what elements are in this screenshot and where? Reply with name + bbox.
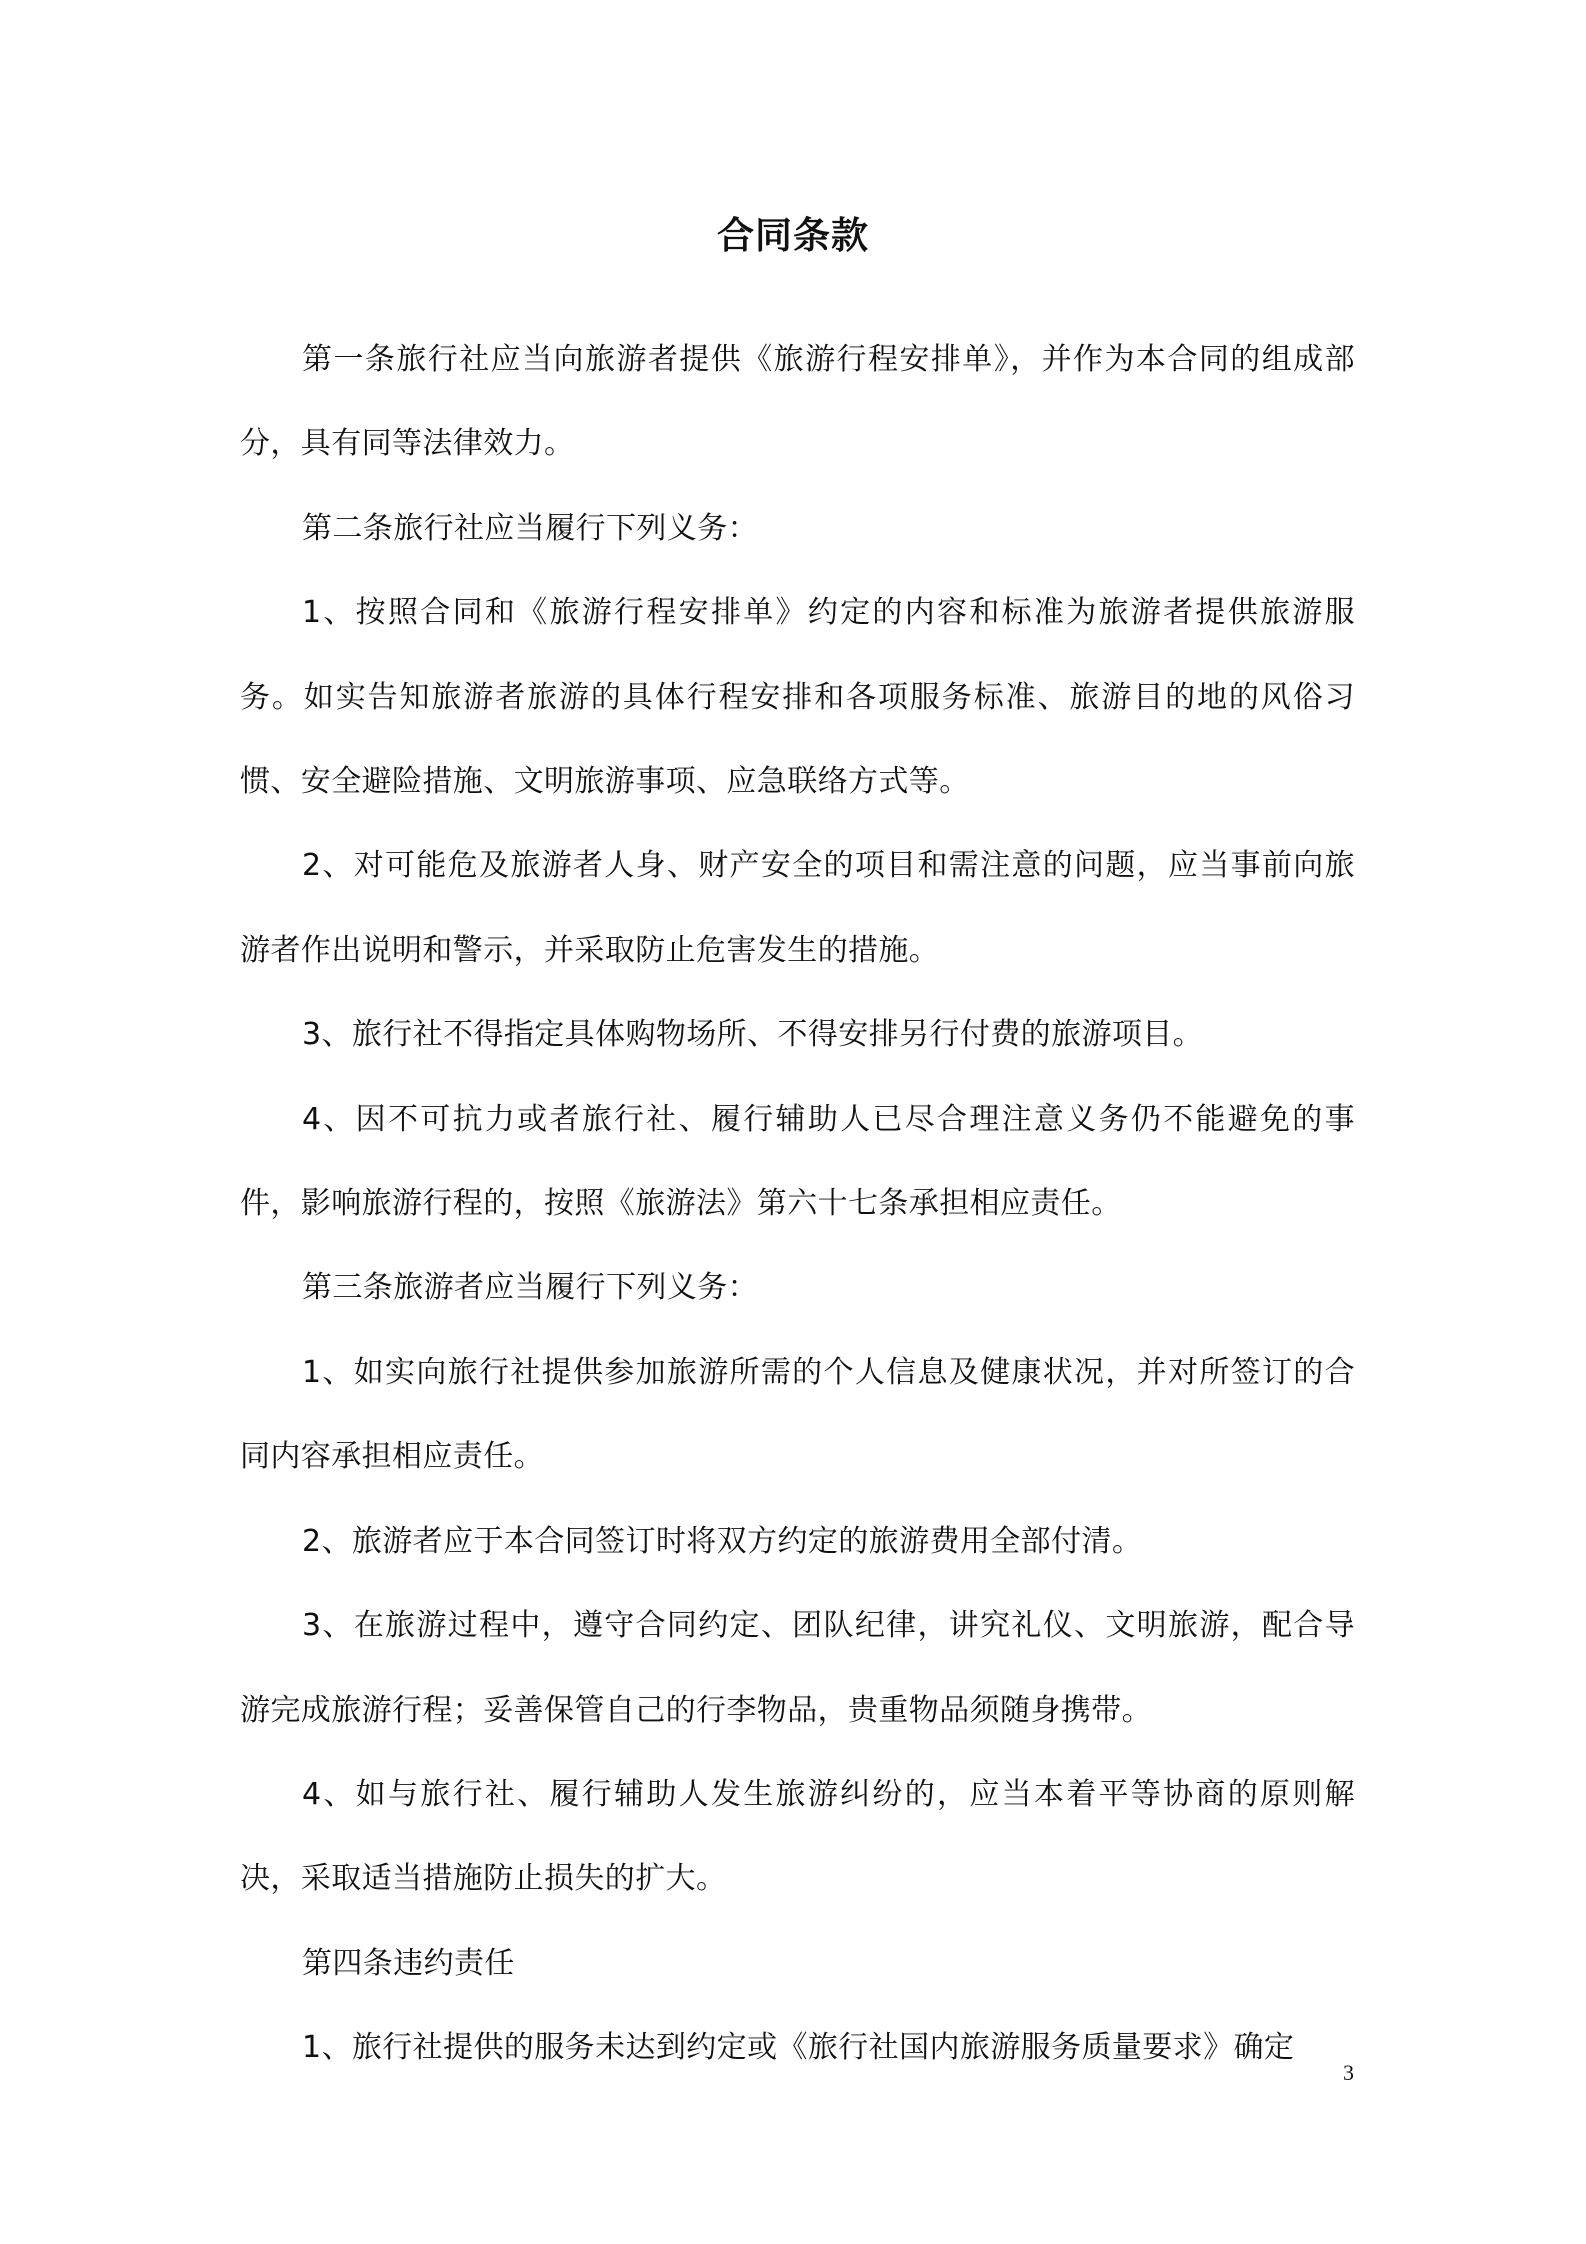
- contract-body: [240, 318, 1355, 2091]
- clause-4-heading: 第四条违约责任: [302, 1945, 515, 1981]
- clause-3-item-2: 2、旅游者应于本合同签订时将双方约定的旅游费用全部付清。: [302, 1523, 1143, 1559]
- clause-2-item-3: 3、旅行社不得指定具体购物场所、不得安排另行付费的旅游项目。: [302, 1017, 1204, 1053]
- clause-1-paragraph: 第一条旅行社应当向旅游者提供《旅游行程安排单》，并作为本合同的组成部分，具有同等法律效力。: [240, 342, 1355, 462]
- clause-2-item-4: 4、因不可抗力或者旅行社、履行辅助人已尽合理注意义务仍不能避免的事件，影响旅游行程的，按照《旅游法》第六十七条承担相应责任。: [240, 1101, 1355, 1222]
- document-title: 合同条款: [717, 214, 869, 257]
- clause-3-item-4: 4、如与旅行社、履行辅助人发生旅游纠纷的，应当本着平等协商的原则解决，采取适当措施防止损失的扩大。: [240, 1776, 1355, 1897]
- clause-2-heading: 第二条旅行社应当履行下列义务：: [302, 510, 758, 546]
- page-number: 3: [1343, 2060, 1354, 2085]
- clause-3-item-1: 1、如实向旅行社提供参加旅游所需的个人信息及健康状况，并对所签订的合同内容承担相应责任。: [240, 1354, 1355, 1475]
- clause-3-item-3: 3、在旅游过程中，遵守合同约定、团队纪律，讲究礼仪、文明旅游，配合导游完成旅游行程；妥善保管自己的行李物品，贵重物品须随身携带。: [240, 1608, 1355, 1728]
- clause-4-item-1: 1、旅行社提供的服务未达到约定或《旅行社国内旅游服务质量要求》确定: [302, 2030, 1295, 2066]
- clause-2-item-1: 1、按照合同和《旅游行程安排单》约定的内容和标准为旅游者提供旅游服务。如实告知旅游者旅游的具体行程安排和各项服务标准、旅游目的地的风俗习惯、安全避险措施、文明旅游事项、应急联络方式等。: [240, 595, 1355, 800]
- clause-3-heading: 第三条旅游者应当履行下列义务：: [302, 1270, 758, 1306]
- clause-2-item-2: 2、对可能危及旅游者人身、财产安全的项目和需注意的问题，应当事前向旅游者作出说明和警示，并采取防止危害发生的措施。: [240, 848, 1355, 968]
